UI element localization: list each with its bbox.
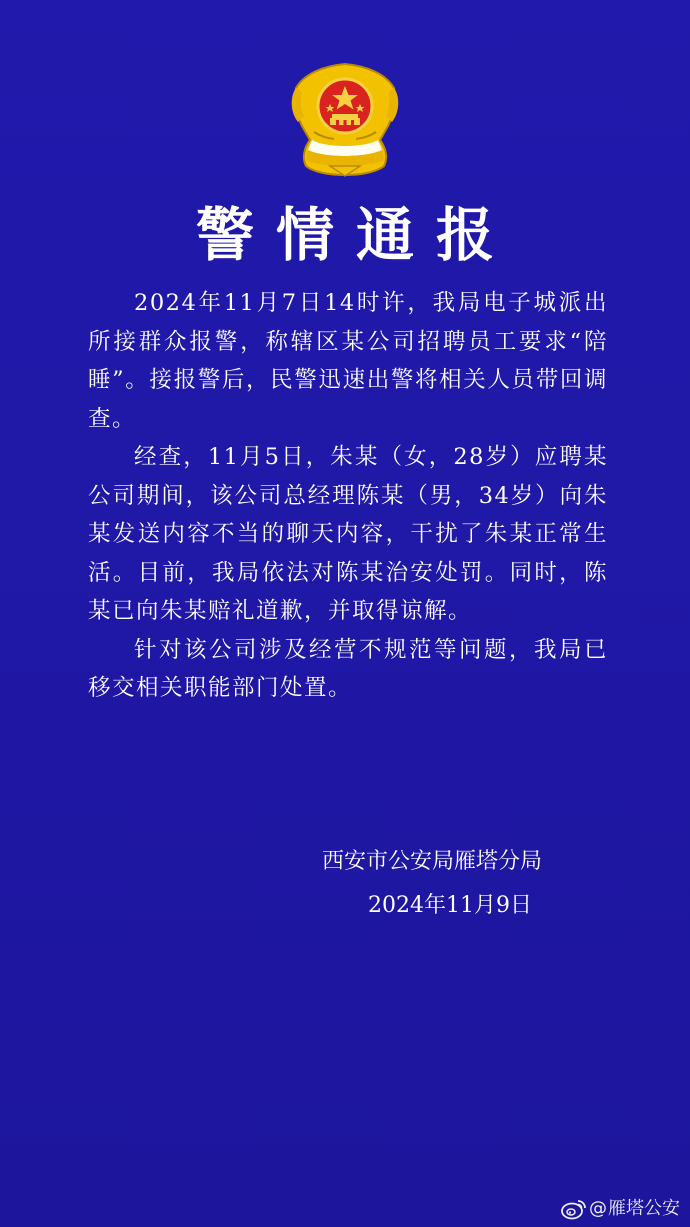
weibo-icon [561, 1198, 587, 1220]
police-emblem-icon [290, 62, 400, 180]
signature-date: 2024年11月9日 [368, 893, 532, 918]
notice-paragraph: 经查，11月5日，朱某（女，28岁）应聘某公司期间，该公司总经理陈某（男，34岁）向朱某发送内容不当的聊天内容，干扰了朱某正常生活。目前，我局依法对陈某治安处罚。同时，陈某已向朱某赔礼道歉，并取得谅解。 [88, 444, 608, 624]
signature-organization: 西安市公安局雁塔分局 [322, 849, 543, 874]
weibo-watermark [561, 1197, 680, 1221]
notice-body [88, 284, 608, 708]
notice-title: 警情通报 [195, 201, 516, 269]
notice-paragraph: 2024年11月7日14时许，我局电子城派出所接群众报警，称辖区某公司招聘员工要求“陪睡”。接报警后，民警迅速出警将相关人员带回调查。 [88, 290, 608, 432]
watermark-at: @ [589, 1198, 607, 1219]
watermark-account: 雁塔公安 [608, 1198, 680, 1219]
notice-signature [322, 840, 582, 928]
notice-paragraph: 针对该公司涉及经营不规范等问题，我局已移交相关职能部门处置。 [88, 636, 608, 701]
